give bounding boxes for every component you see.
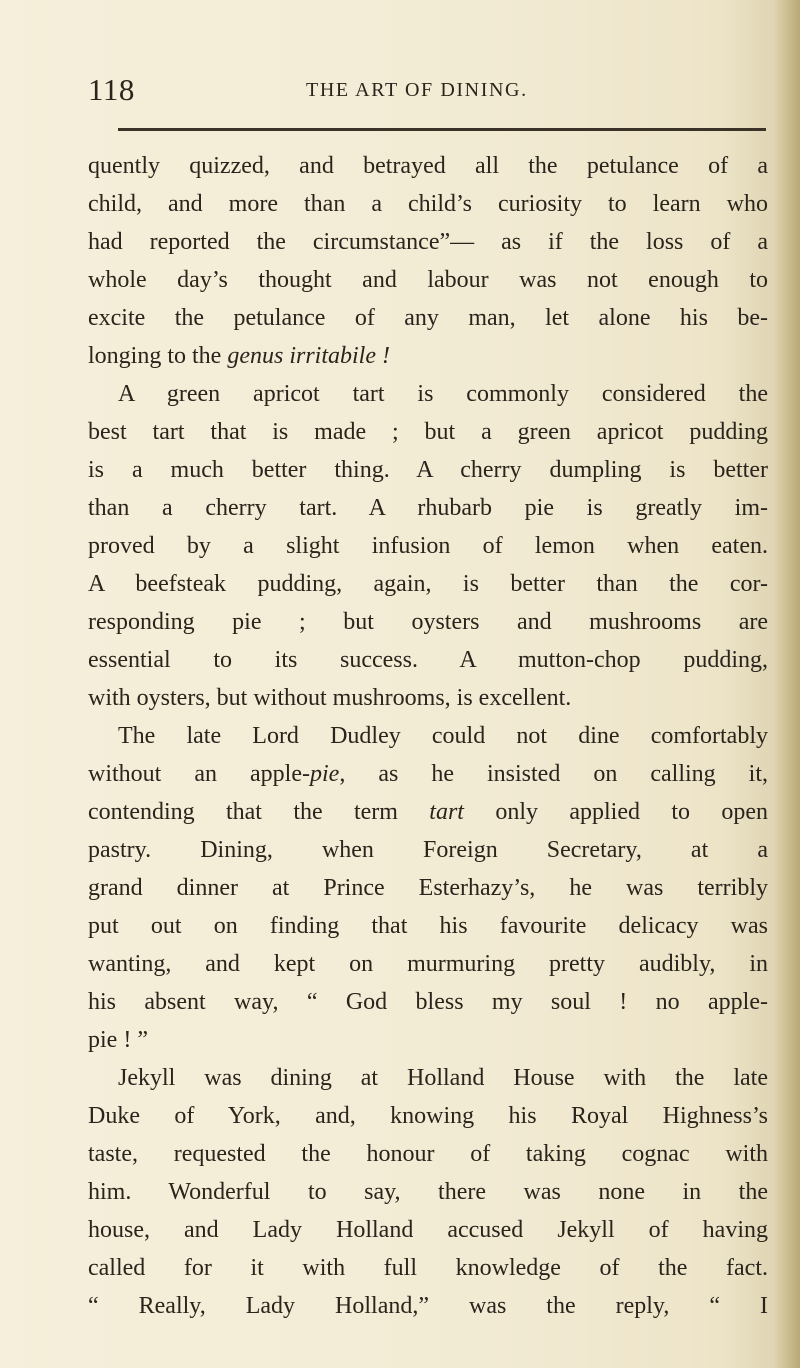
text-line-segment: without an apple-: [88, 761, 310, 787]
text-line: his absent way, “ God bless my soul ! no apple-: [88, 989, 768, 1015]
text-line: A beefsteak pudding, again, is better than the cor-: [88, 571, 768, 597]
text-line: is a much better thing. A cherry dumpling is better: [88, 457, 768, 483]
text-line: whole day’s thought and labour was not enough to: [88, 267, 768, 293]
text-line: [88, 793, 768, 831]
text-line: put out on finding that his favourite delicacy was: [88, 913, 768, 939]
text-line: The late Lord Dudley could not dine comfortably: [118, 723, 768, 749]
text-line: quently quizzed, and betrayed all the petulance of a: [88, 153, 768, 179]
italic-phrase: tart: [429, 799, 464, 825]
text-line: called for it with full knowledge of the fact.: [88, 1255, 768, 1281]
italic-phrase: pie: [309, 761, 340, 787]
text-line: Jekyll was dining at Holland House with the late: [118, 1065, 768, 1091]
page-header: [88, 70, 768, 110]
text-line: [88, 755, 768, 793]
italic-phrase: genus irritabile !: [227, 343, 390, 369]
text-line: proved by a slight infusion of lemon when eaten.: [88, 533, 768, 559]
text-line-segment: only applied to open: [463, 799, 768, 825]
text-line: responding pie ; but oysters and mushrooms are: [88, 609, 768, 635]
text-line: with oysters, but without mushrooms, is excellent.: [88, 685, 572, 711]
text-line: grand dinner at Prince Esterhazy’s, he was terribly: [88, 875, 768, 901]
text-line: A green apricot tart is commonly considered the: [118, 381, 768, 407]
text-line: taste, requested the honour of taking cognac with: [88, 1141, 768, 1167]
page-number: 118: [88, 72, 135, 107]
running-title: THE ART OF DINING.: [306, 79, 528, 101]
text-line: “ Really, Lady Holland,” was the reply, “ I: [88, 1293, 768, 1319]
body-text: [88, 147, 768, 1325]
text-line: child, and more than a child’s curiosity to learn who: [88, 191, 768, 217]
text-line: him. Wonderful to say, there was none in the: [88, 1179, 768, 1205]
text-line-segment: contending that the term: [88, 799, 430, 825]
text-line-segment: longing to the: [88, 343, 228, 369]
text-line: wanting, and kept on murmuring pretty audibly, in: [88, 951, 768, 977]
text-line: [88, 337, 768, 375]
text-line: excite the petulance of any man, let alone his be-: [88, 305, 768, 331]
text-line: had reported the circumstance”— as if the loss of a: [88, 229, 768, 255]
text-line: house, and Lady Holland accused Jekyll of having: [88, 1217, 768, 1243]
text-line: than a cherry tart. A rhubarb pie is greatly im-: [88, 495, 768, 521]
text-line: pie ! ”: [88, 1027, 148, 1053]
text-line: pastry. Dining, when Foreign Secretary, at a: [88, 837, 768, 863]
text-line-segment: , as he insisted on calling it,: [339, 761, 769, 787]
header-rule: [118, 128, 766, 131]
text-line: Duke of York, and, knowing his Royal Highness’s: [88, 1103, 768, 1129]
text-line: essential to its success. A mutton-chop pudding,: [88, 647, 768, 673]
page-gutter-shadow: [774, 0, 800, 1368]
text-line: best tart that is made ; but a green apricot pudding: [88, 419, 768, 445]
